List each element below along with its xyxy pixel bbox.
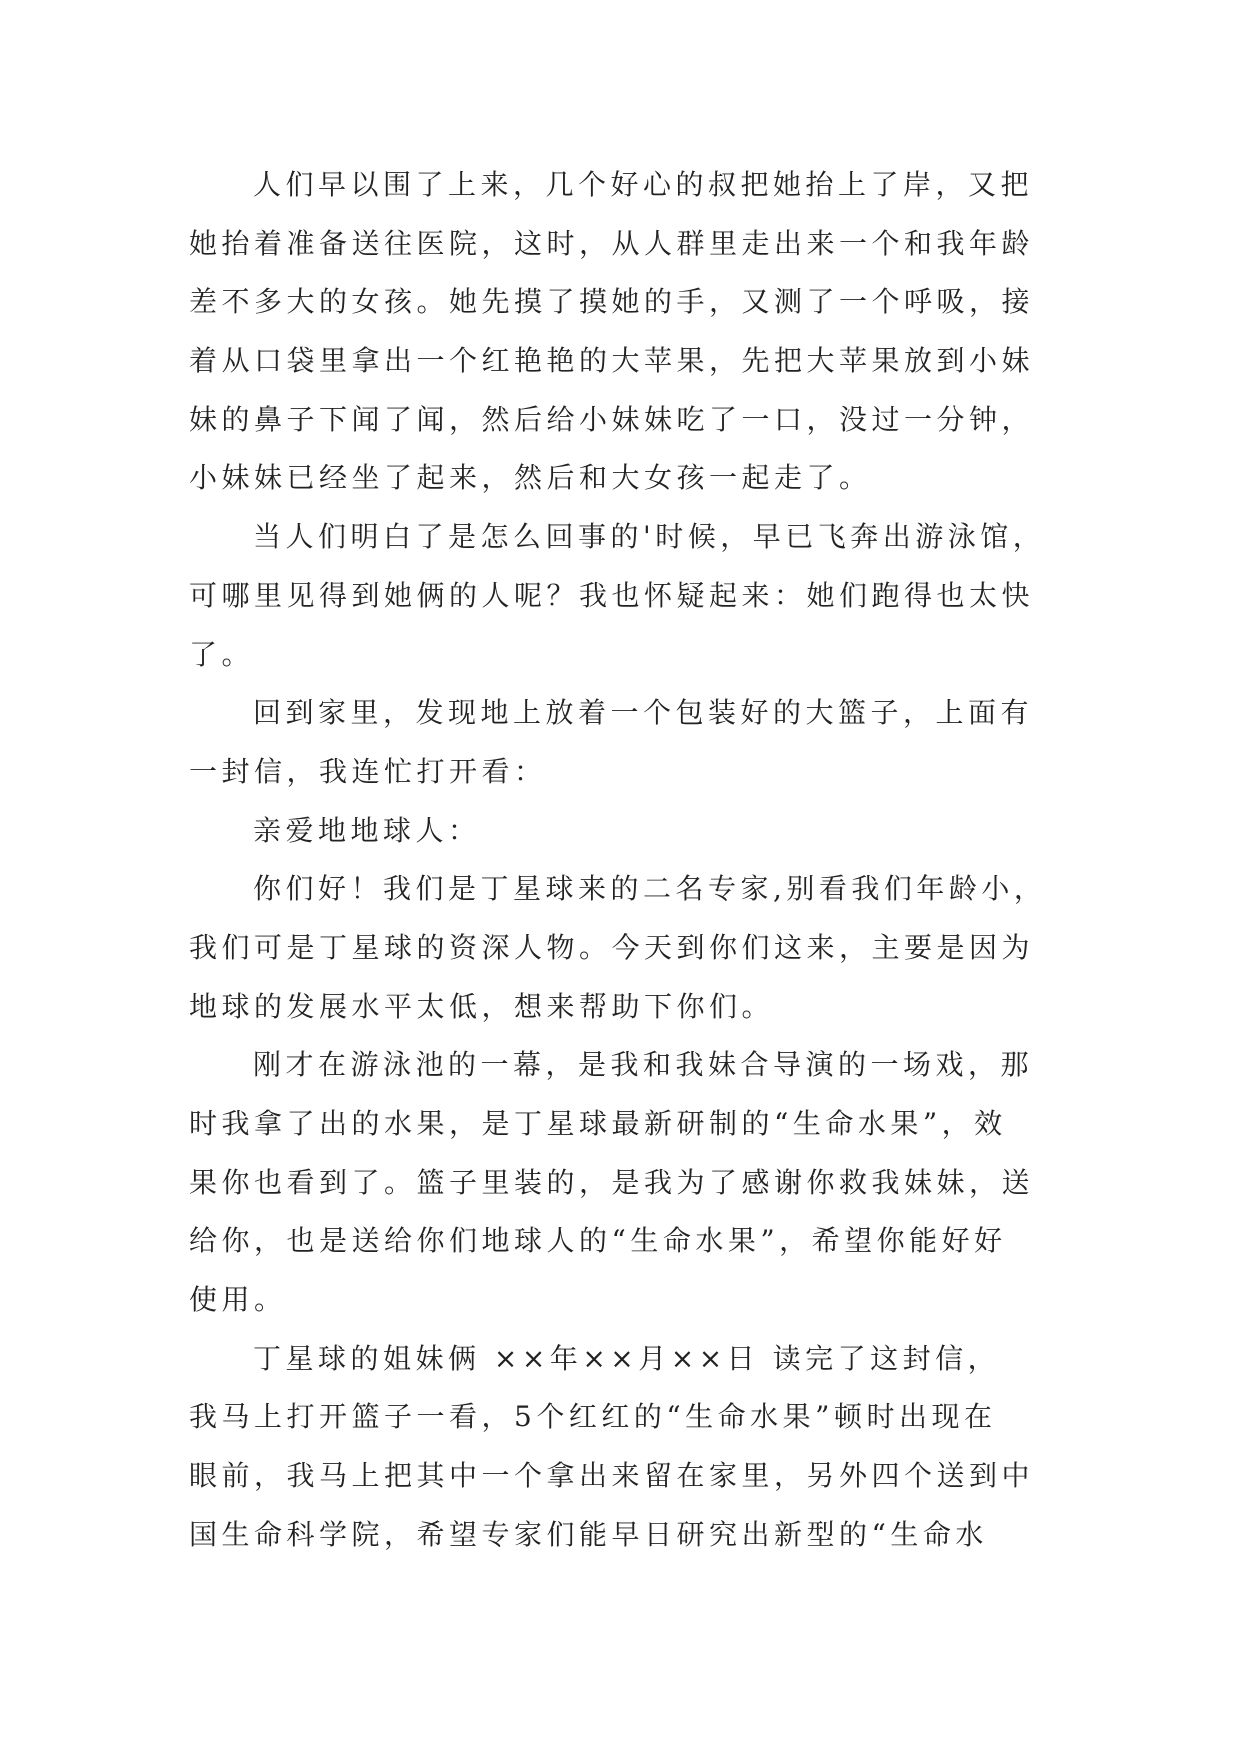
text-line: 了。 xyxy=(189,637,255,671)
text-line: 差不多大的女孩。她先摸了摸她的手，又测了一个呼吸，接 xyxy=(189,285,1035,319)
text-line: 回到家里，发现地上放着一个包装好的大篮子，上面有 xyxy=(253,696,1034,730)
text-line: 丁星球的姐妹俩 ××年××月××日 读完了这封信， xyxy=(253,1341,1001,1375)
text-line: 她抬着准备送往医院，这时，从人群里走出来一个和我年龄 xyxy=(189,226,1035,260)
text-line: 小妹妹已经坐了起来，然后和大女孩一起走了。 xyxy=(189,461,872,495)
text-line: 使用。 xyxy=(189,1283,287,1317)
text-line: 当人们明白了是怎么回事的'时候，早已飞奔出游泳馆， xyxy=(253,520,1046,554)
text-line: 着从口袋里拿出一个红艳艳的大苹果，先把大苹果放到小妹 xyxy=(189,344,1035,378)
document-body xyxy=(189,156,1051,1565)
text-line: 我们可是丁星球的资深人物。今天到你们这来，主要是因为 xyxy=(189,930,1035,964)
text-line: 人们早以围了上来，几个好心的叔把她抬上了岸，又把 xyxy=(253,168,1034,201)
text-line: 你们好！我们是丁星球来的二名专家,别看我们年龄小， xyxy=(253,872,1047,906)
text-line: 眼前，我马上把其中一个拿出来留在家里，另外四个送到中 xyxy=(189,1459,1035,1493)
text-line: 时我拿了出的水果，是丁星球最新研制的“生命水果”，效 xyxy=(189,1107,1007,1140)
text-line: 亲爱地地球人： xyxy=(253,813,481,847)
text-line: 刚才在游泳池的一幕，是我和我妹合导演的一场戏，那 xyxy=(253,1048,1034,1082)
text-line: 果你也看到了。篮子里装的，是我为了感谢你救我妹妹，送 xyxy=(189,1165,1035,1199)
text-line: 国生命科学院，希望专家们能早日研究出新型的“生命水 xyxy=(189,1517,988,1551)
text-line: 一封信，我连忙打开看： xyxy=(189,754,547,788)
text-line: 地球的发展水平太低，想来帮助下你们。 xyxy=(189,989,775,1023)
text-line: 我马上打开篮子一看，5个红红的“生命水果”顿时出现在 xyxy=(189,1400,997,1434)
text-line: 妹的鼻子下闻了闻，然后给小妹妹吃了一口，没过一分钟， xyxy=(189,402,1035,436)
text-line: 可哪里见得到她俩的人呢？我也怀疑起来：她们跑得也太快 xyxy=(189,578,1035,612)
text-line: 给你，也是送给你们地球人的“生命水果”，希望你能好好 xyxy=(189,1224,1007,1258)
